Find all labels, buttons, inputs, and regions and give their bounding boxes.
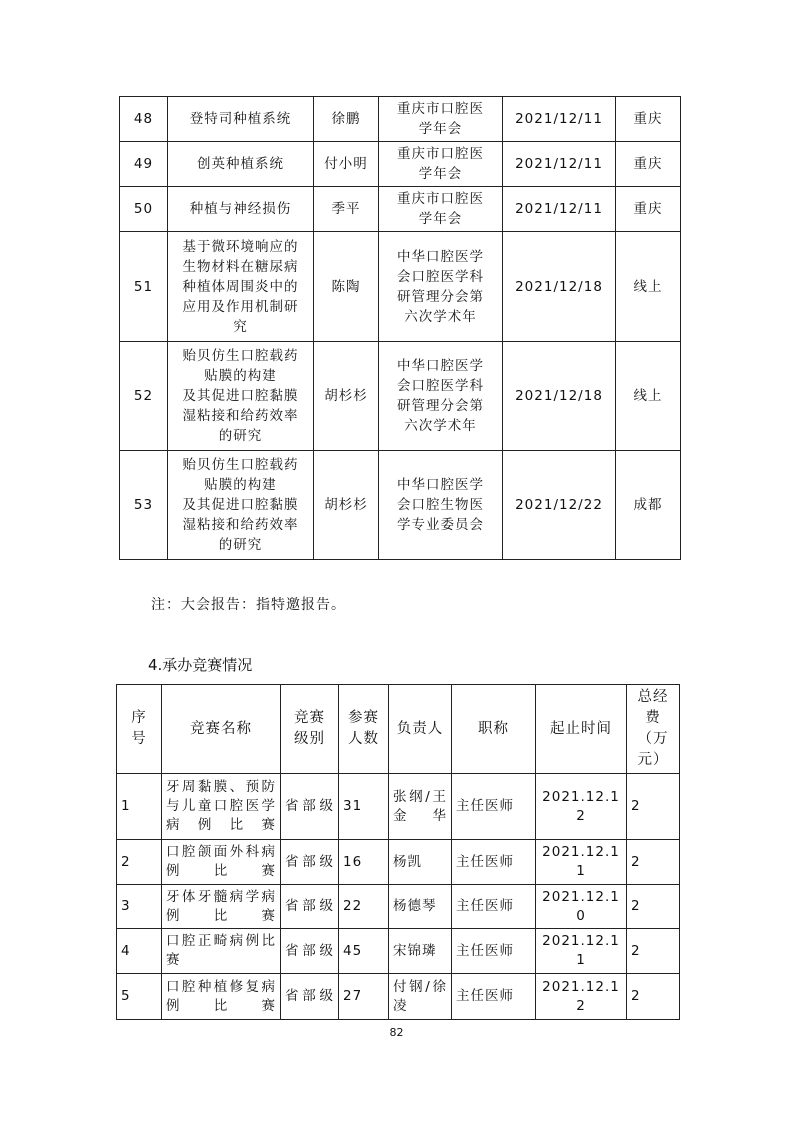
report-date: 2021/12/22 xyxy=(503,451,616,560)
report-topic: 种植与神经损伤 xyxy=(168,187,314,232)
table-row xyxy=(117,774,680,840)
header-period: 起止时间 xyxy=(536,685,627,774)
table-row xyxy=(120,142,681,187)
report-place: 线上 xyxy=(616,232,681,342)
report-place: 成都 xyxy=(616,451,681,560)
report-number: 53 xyxy=(120,451,168,560)
report-place: 重庆 xyxy=(616,187,681,232)
report-number: 52 xyxy=(120,342,168,451)
competition-number: 5 xyxy=(117,974,162,1020)
competition-name: 牙周黏膜、预防与儿童口腔医学病例比赛 xyxy=(162,774,281,840)
table-row xyxy=(117,840,680,885)
report-date: 2021/12/11 xyxy=(503,142,616,187)
table-row xyxy=(120,187,681,232)
table-row xyxy=(117,974,680,1020)
competition-title: 主任医师 xyxy=(452,885,536,929)
report-number: 49 xyxy=(120,142,168,187)
competition-leader: 张纲/王金华 xyxy=(389,774,452,840)
competition-number: 4 xyxy=(117,929,162,974)
competition-participants: 45 xyxy=(339,929,389,974)
report-date: 2021/12/18 xyxy=(503,232,616,342)
header-leader: 负责人 xyxy=(389,685,452,774)
report-date: 2021/12/11 xyxy=(503,187,616,232)
competition-level: 省部级 xyxy=(281,774,339,840)
academic-reports-table xyxy=(119,96,681,560)
table-row xyxy=(117,885,680,929)
header-number: 序 号 xyxy=(117,685,162,774)
competition-title: 主任医师 xyxy=(452,840,536,885)
report-place: 重庆 xyxy=(616,142,681,187)
competition-period: 2021.12.10 xyxy=(536,885,627,929)
table-row xyxy=(117,929,680,974)
competition-period: 2021.12.11 xyxy=(536,929,627,974)
competition-period: 2021.12.12 xyxy=(536,774,627,840)
competition-participants: 22 xyxy=(339,885,389,929)
report-meeting: 重庆市口腔医 学年会 xyxy=(379,187,503,232)
competition-funds: 2 xyxy=(627,885,680,929)
competition-participants: 27 xyxy=(339,974,389,1020)
table-row xyxy=(120,232,681,342)
competition-funds: 2 xyxy=(627,974,680,1020)
header-competition-name: 竞赛名称 xyxy=(162,685,281,774)
table-row xyxy=(120,342,681,451)
competitions-table xyxy=(116,684,680,1020)
table-row xyxy=(120,451,681,560)
competition-funds: 2 xyxy=(627,840,680,885)
table-header-row xyxy=(117,685,680,774)
competition-leader: 杨德琴 xyxy=(389,885,452,929)
competition-name: 口腔正畸病例比赛 xyxy=(162,929,281,974)
page-number: 82 xyxy=(389,1026,404,1039)
report-speaker: 徐鹏 xyxy=(314,97,379,142)
report-date: 2021/12/18 xyxy=(503,342,616,451)
competition-participants: 16 xyxy=(339,840,389,885)
competition-name: 牙体牙髓病学病例比赛 xyxy=(162,885,281,929)
report-place: 线上 xyxy=(616,342,681,451)
competition-level: 省部级 xyxy=(281,840,339,885)
report-meeting: 中华口腔医学 会口腔生物医 学专业委员会 xyxy=(379,451,503,560)
header-participants: 参赛 人数 xyxy=(339,685,389,774)
competition-level: 省部级 xyxy=(281,885,339,929)
report-speaker: 胡杉杉 xyxy=(314,342,379,451)
header-title: 职称 xyxy=(452,685,536,774)
competition-participants: 31 xyxy=(339,774,389,840)
competition-leader: 付钢/徐凌 xyxy=(389,974,452,1020)
report-topic: 贻贝仿生口腔载药 贴膜的构建 及其促进口腔黏膜 湿粘接和给药效率 的研究 xyxy=(168,342,314,451)
competition-funds: 2 xyxy=(627,929,680,974)
report-topic: 登特司种植系统 xyxy=(168,97,314,142)
competition-name: 口腔颌面外科病例比赛 xyxy=(162,840,281,885)
section-title: 4.承办竞赛情况 xyxy=(148,656,253,674)
competition-period: 2021.12.11 xyxy=(536,840,627,885)
table-row xyxy=(120,97,681,142)
report-speaker: 季平 xyxy=(314,187,379,232)
report-meeting: 中华口腔医学 会口腔医学科 研管理分会第 六次学术年 xyxy=(379,232,503,342)
competition-period: 2021.12.12 xyxy=(536,974,627,1020)
competition-leader: 杨凯 xyxy=(389,840,452,885)
competition-name: 口腔种植修复病例比赛 xyxy=(162,974,281,1020)
competition-title: 主任医师 xyxy=(452,929,536,974)
report-speaker: 付小明 xyxy=(314,142,379,187)
competition-level: 省部级 xyxy=(281,974,339,1020)
competition-title: 主任医师 xyxy=(452,774,536,840)
report-meeting: 重庆市口腔医 学年会 xyxy=(379,142,503,187)
report-date: 2021/12/11 xyxy=(503,97,616,142)
competition-number: 3 xyxy=(117,885,162,929)
report-speaker: 陈陶 xyxy=(314,232,379,342)
report-place: 重庆 xyxy=(616,97,681,142)
report-number: 50 xyxy=(120,187,168,232)
report-meeting: 中华口腔医学 会口腔医学科 研管理分会第 六次学术年 xyxy=(379,342,503,451)
report-number: 51 xyxy=(120,232,168,342)
header-funds: 总经 费 （万 元） xyxy=(627,685,680,774)
report-topic: 创英种植系统 xyxy=(168,142,314,187)
report-topic: 贻贝仿生口腔载药 贴膜的构建 及其促进口腔黏膜 湿粘接和给药效率 的研究 xyxy=(168,451,314,560)
competition-number: 2 xyxy=(117,840,162,885)
report-meeting: 重庆市口腔医 学年会 xyxy=(379,97,503,142)
competition-title: 主任医师 xyxy=(452,974,536,1020)
competition-level: 省部级 xyxy=(281,929,339,974)
report-speaker: 胡杉杉 xyxy=(314,451,379,560)
report-topic: 基于微环境响应的 生物材料在糖尿病 种植体周围炎中的 应用及作用机制研 究 xyxy=(168,232,314,342)
competition-leader: 宋锦璘 xyxy=(389,929,452,974)
header-level: 竞赛 级别 xyxy=(281,685,339,774)
competition-number: 1 xyxy=(117,774,162,840)
table-note: 注：大会报告：指特邀报告。 xyxy=(151,597,346,613)
report-number: 48 xyxy=(120,97,168,142)
competition-funds: 2 xyxy=(627,774,680,840)
